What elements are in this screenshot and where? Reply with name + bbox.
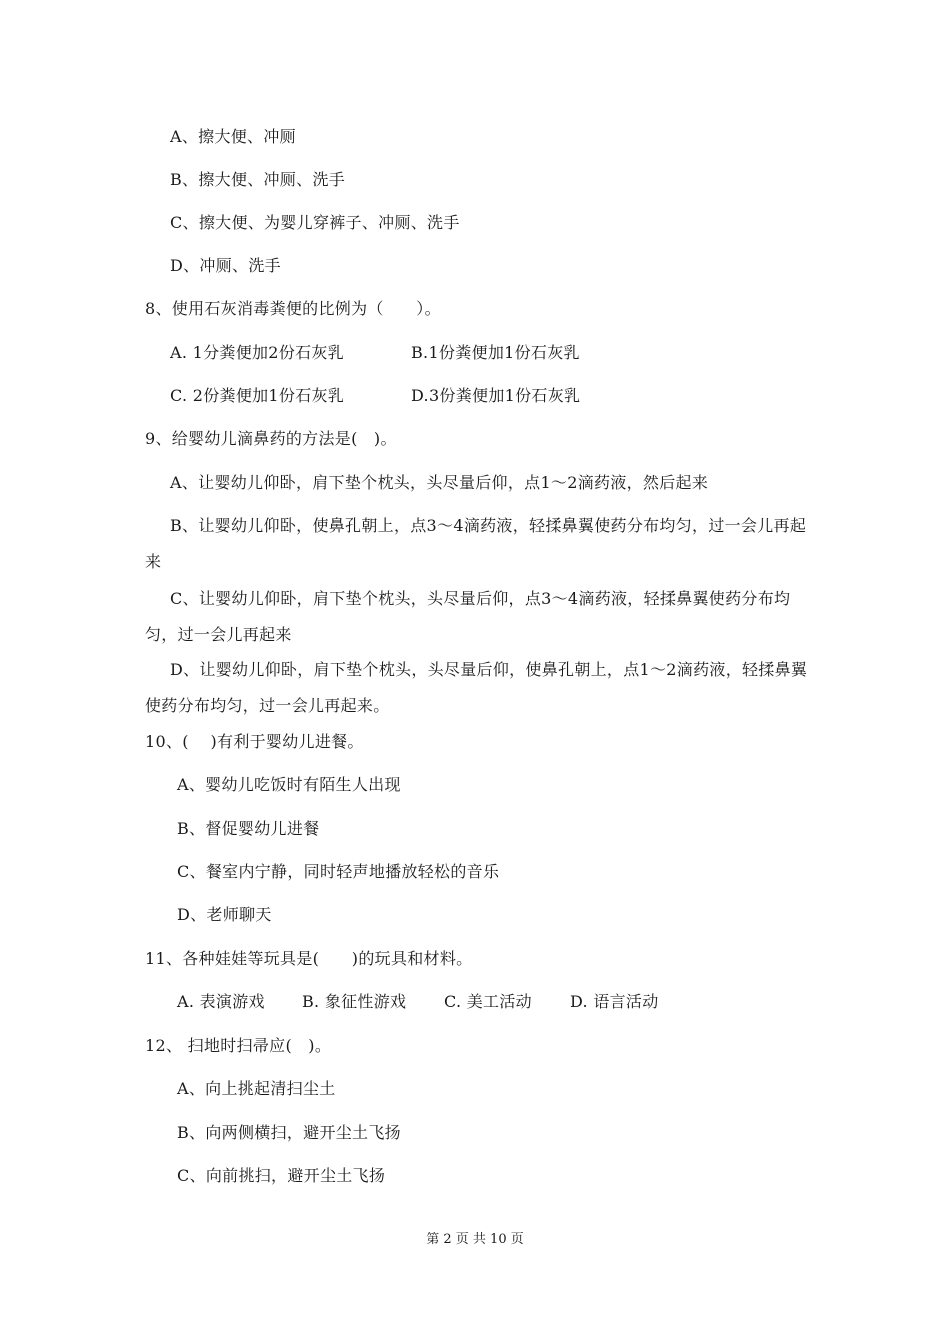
q8-option-c: C. 2份粪便加1份石灰乳 [170,386,345,405]
q12-option-b: B、向两侧横扫，避开尘土飞扬 [177,1123,401,1142]
q10-stem: 10、( )有利于婴幼儿进餐。 [145,732,364,751]
q11-stem: 11、各种娃娃等玩具是( )的玩具和材料。 [145,949,473,968]
q9-option-d: D、让婴幼儿仰卧，肩下垫个枕头，头尽量后仰，使鼻孔朝上，点1～2滴药液，轻揉鼻翼使药分布均匀，过一会儿再起来。 [145,660,808,715]
q8-option-b: B.1份粪便加1份石灰乳 [411,343,580,362]
q11-option-d: D. 语言活动 [570,992,659,1011]
q10-option-a: A、婴幼儿吃饭时有陌生人出现 [177,775,401,794]
q9-option-c: C、让婴幼儿仰卧，肩下垫个枕头，头尽量后仰，点3～4滴药液，轻揉鼻翼使药分布均匀，过一会儿再起来 [145,589,791,644]
q9-stem: 9、给婴幼儿滴鼻药的方法是( )。 [145,429,397,448]
page-number-footer: 第 2 页 共 10 页 [426,1232,524,1247]
q11-option-a: A. 表演游戏 [177,992,265,1011]
q7-option-d: D、冲厕、洗手 [170,256,281,275]
q12-option-a: A、向上挑起清扫尘土 [177,1079,336,1098]
q12-stem: 12、 扫地时扫帚应( )。 [145,1036,332,1055]
q8-stem: 8、使用石灰消毒粪便的比例为（ ）。 [145,299,441,318]
q12-option-c: C、向前挑扫，避开尘土飞扬 [177,1166,386,1185]
q8-option-d: D.3份粪便加1份石灰乳 [411,386,581,405]
q9-option-b: B、让婴幼儿仰卧，使鼻孔朝上，点3～4滴药液，轻揉鼻翼使药分布均匀，过一会儿再起来 [145,516,807,571]
q7-option-b: B、擦大便、冲厕、洗手 [170,170,346,189]
q9-option-a: A、让婴幼儿仰卧，肩下垫个枕头，头尽量后仰，点1～2滴药液，然后起来 [170,473,709,492]
q7-option-c: C、擦大便、为婴儿穿裤子、冲厕、洗手 [170,213,460,232]
q10-option-b: B、督促婴幼儿进餐 [177,819,320,838]
q11-option-c: C. 美工活动 [444,992,532,1011]
q11-option-b: B. 象征性游戏 [302,992,407,1011]
q8-option-a: A. 1分粪便加2份石灰乳 [170,343,344,362]
q7-option-a: A、擦大便、冲厕 [170,127,296,146]
q10-option-d: D、老师聊天 [177,905,272,924]
q10-option-c: C、餐室内宁静，同时轻声地播放轻松的音乐 [177,862,500,881]
